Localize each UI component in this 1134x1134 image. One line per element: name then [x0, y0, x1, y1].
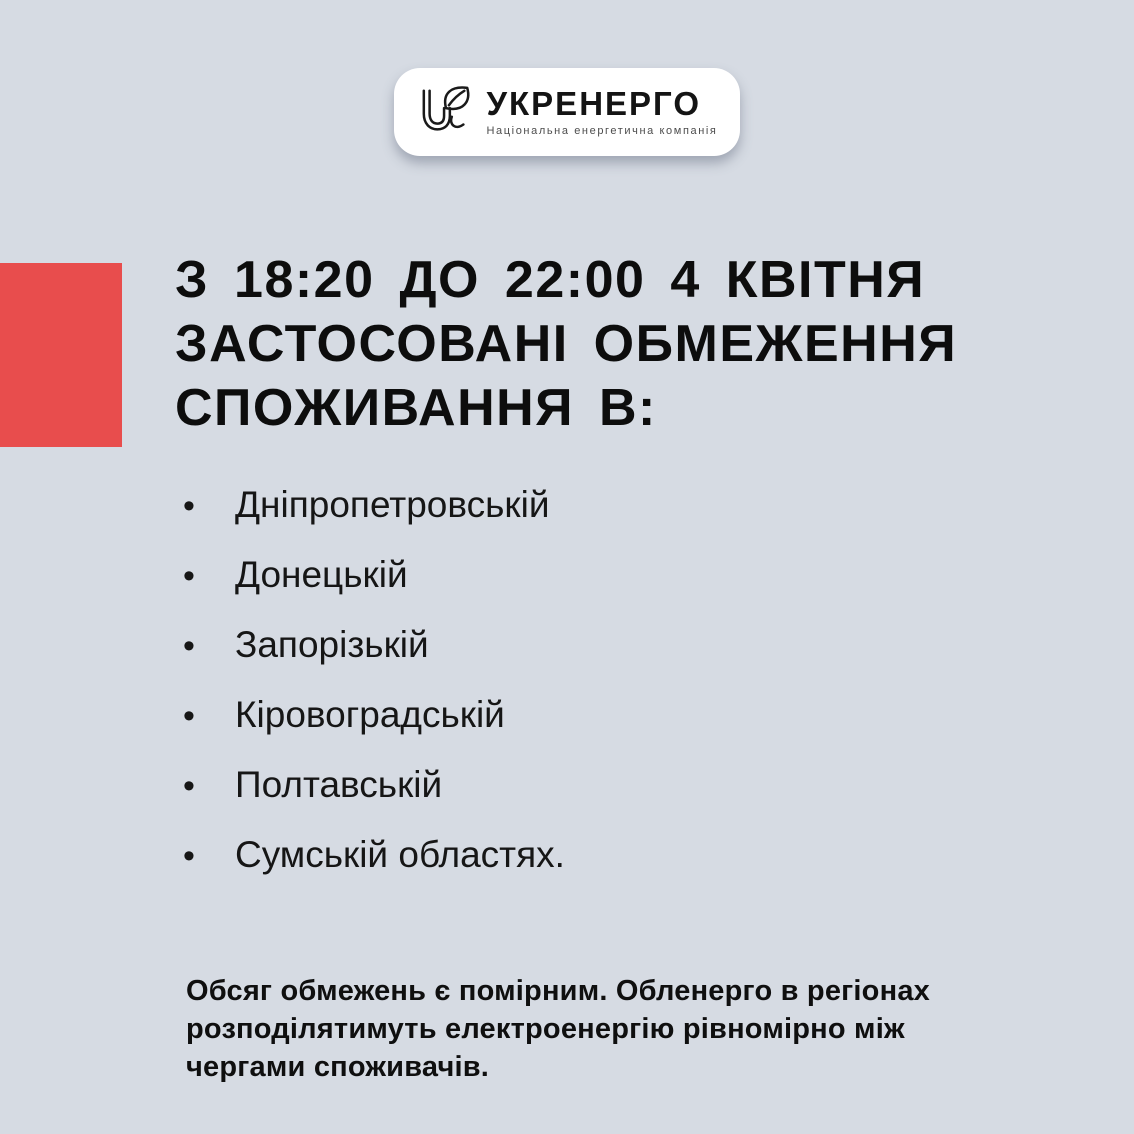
region-list: [183, 484, 565, 904]
bullet-icon: •: [183, 627, 195, 665]
heading-line: ЗАСТОСОВАНІ ОБМЕЖЕННЯ: [175, 315, 958, 373]
bullet-icon: •: [183, 837, 195, 875]
list-item: [183, 764, 565, 804]
red-accent-block: [0, 263, 122, 447]
note-line: розподілятимуть електроенергію рівномірно між: [186, 1013, 905, 1045]
list-item: [183, 554, 565, 594]
bullet-icon: •: [183, 557, 195, 595]
ukrenergo-logo-badge: [394, 68, 740, 156]
list-item: [183, 834, 565, 874]
note-line: чергами споживачів.: [186, 1051, 490, 1083]
region-label: Донецькій: [235, 554, 408, 595]
region-label: Сумській областях.: [235, 834, 565, 875]
list-item: [183, 694, 565, 734]
ukrenergo-leaf-u-monogram-icon: [417, 85, 475, 139]
region-label: Запорізькій: [235, 624, 429, 665]
bullet-icon: •: [183, 767, 195, 805]
brand-tagline: Національна енергетична компанія: [486, 124, 718, 137]
heading-line: СПОЖИВАННЯ В:: [175, 379, 657, 437]
region-label: Кіровоградській: [235, 694, 505, 735]
bullet-icon: •: [183, 487, 195, 525]
heading-line: З 18:20 ДО 22:00 4 КВІТНЯ: [175, 251, 926, 309]
note-line: Обсяг обмежень є помірним. Обленерго в регіонах: [186, 975, 930, 1007]
region-label: Дніпропетровській: [235, 484, 550, 525]
announcement-note: [186, 972, 986, 1086]
list-item: [183, 624, 565, 664]
region-label: Полтавській: [235, 764, 443, 805]
brand-name: УКРЕНЕРГО: [486, 85, 701, 123]
announcement-heading: [175, 248, 1105, 440]
brand-text-block: [487, 87, 718, 137]
bullet-icon: •: [183, 697, 195, 735]
list-item: [183, 484, 565, 524]
